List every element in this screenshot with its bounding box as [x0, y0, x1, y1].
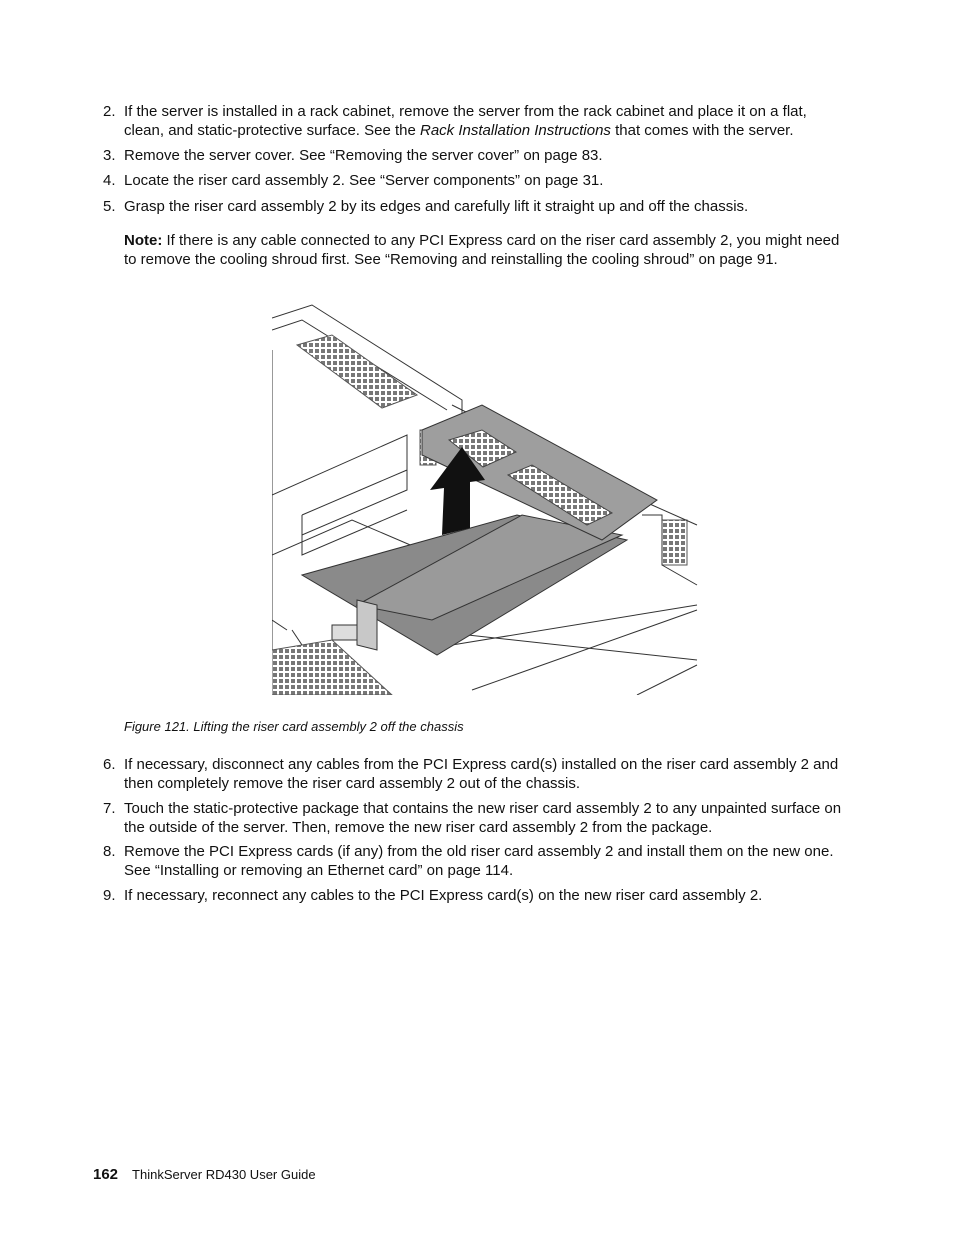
- note-label: Note:: [124, 232, 163, 249]
- step-number: 8.: [103, 843, 116, 860]
- step-text: Locate the riser card assembly 2. See “Server components” on page 31.: [124, 172, 604, 189]
- step-number: 7.: [103, 800, 116, 817]
- page-number: 162: [93, 1166, 119, 1183]
- step-text: [124, 103, 846, 140]
- step-text: Grasp the riser card assembly 2 by its edges and carefully lift it straight up and off the chassis.: [124, 198, 749, 215]
- step-text: If necessary, disconnect any cables from the PCI Express card(s) installed on the riser card assembly 2 and then completely remove the riser card assembly 2 out of the chassis.: [124, 756, 839, 792]
- page-footer: [93, 1166, 316, 1183]
- step-text: Remove the server cover. See “Removing the server cover” on page 83.: [124, 147, 603, 164]
- figure-caption: Figure 121. Lifting the riser card assembly 2 off the chassis: [124, 719, 464, 734]
- document-title: ThinkServer RD430 User Guide: [132, 1167, 316, 1182]
- step-number: 9.: [103, 887, 116, 904]
- figure-illustration: [272, 300, 698, 695]
- riser-card-lift-illustration: [272, 300, 698, 695]
- step-text: Remove the PCI Express cards (if any) from the old riser card assembly 2 and install them on the new one. See “Installing or removing an Ethernet card” on page 114.: [124, 843, 834, 879]
- step-number: 6.: [103, 756, 116, 773]
- step-text: If necessary, reconnect any cables to the PCI Express card(s) on the new riser card assembly 2.: [124, 887, 763, 904]
- note-text: If there is any cable connected to any PCI Express card on the riser card assembly 2, you might need to remove the cooling shroud first. See “Removing and reinstalling the cooling shroud” on page 91.: [124, 232, 840, 268]
- step-number: 5.: [103, 198, 116, 215]
- step-text-part: that comes with the server.: [610, 121, 794, 139]
- step-number: 4.: [103, 172, 116, 189]
- note: [124, 232, 849, 269]
- document-title-reference: Rack Installation Instructions: [420, 121, 611, 139]
- step-text: Touch the static-protective package that contains the new riser card assembly 2 to any unpainted surface on the outside of the server. Then, remove the new riser card assembly 2 from the package.: [124, 800, 842, 836]
- step-text-part: If the server is installed in a rack cabinet, remove the server from the rack cabinet and place it on a flat, clean, and static-protective surface. See the: [124, 103, 807, 139]
- step-number: 2.: [103, 103, 116, 120]
- step-number: 3.: [103, 147, 116, 164]
